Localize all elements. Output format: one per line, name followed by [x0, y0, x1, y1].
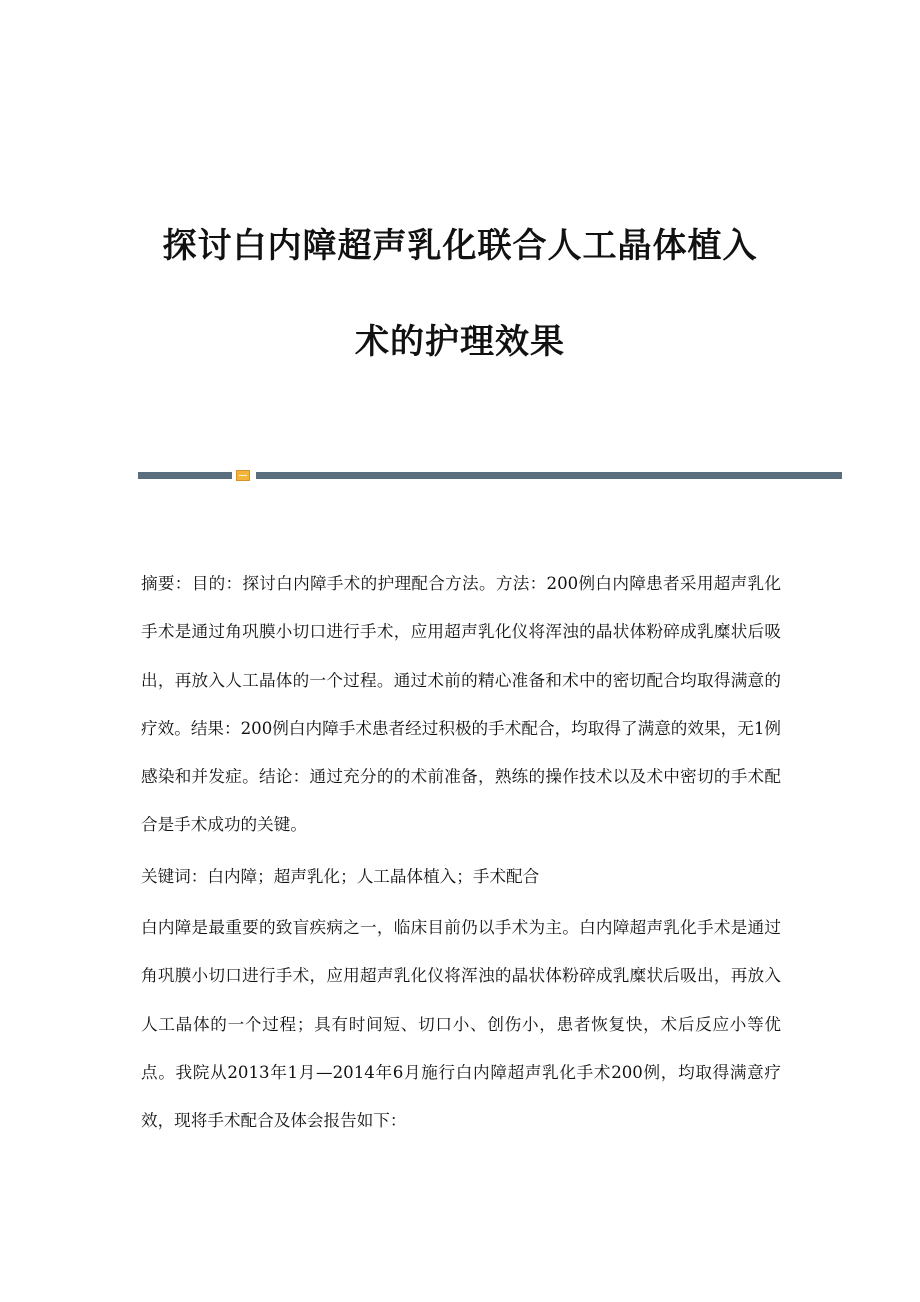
title-divider	[138, 470, 842, 482]
page-title-line-2: 术的护理效果	[355, 322, 565, 362]
abstract-paragraph: 摘要：目的：探讨白内障手术的护理配合方法。方法：200例白内障患者采用超声乳化手术是通过角巩膜小切口进行手术，应用超声乳化仪将浑浊的晶状体粉碎成乳糜状后吸出，再放入人工晶体的一个过程。通过术前的精心准备和术中的密切配合均取得满意的疗效。结果：200例白内障手术患者经过积极的手术配合，均取得了满意的效果，无1例感染和并发症。结论：通过充分的的术前准备，熟练的操作技术以及术中密切的手术配合是手术成功的关键。	[141, 574, 781, 835]
intro-paragraph: 白内障是最重要的致盲疾病之一，临床目前仍以手术为主。白内障超声乳化手术是通过角巩膜小切口进行手术，应用超声乳化仪将浑浊的晶状体粉碎成乳糜状后吸出，再放入人工晶体的一个过程；具有时间短、切口小、创伤小，患者恢复快，术后反应小等优点。我院从2013年1月—2014年6月施行白内障超声乳化手术200例，均取得满意疗效，现将手术配合及体会报告如下：	[141, 918, 781, 1131]
divider-bar-right	[256, 472, 842, 479]
folder-icon	[236, 470, 250, 481]
document-body	[141, 560, 781, 1146]
keywords-paragraph: 关键词：白内障；超声乳化；人工晶体植入；手术配合	[141, 866, 540, 886]
divider-bar-left	[138, 472, 232, 479]
page-title-line-1: 探讨白内障超声乳化联合人工晶体植入	[162, 226, 758, 266]
